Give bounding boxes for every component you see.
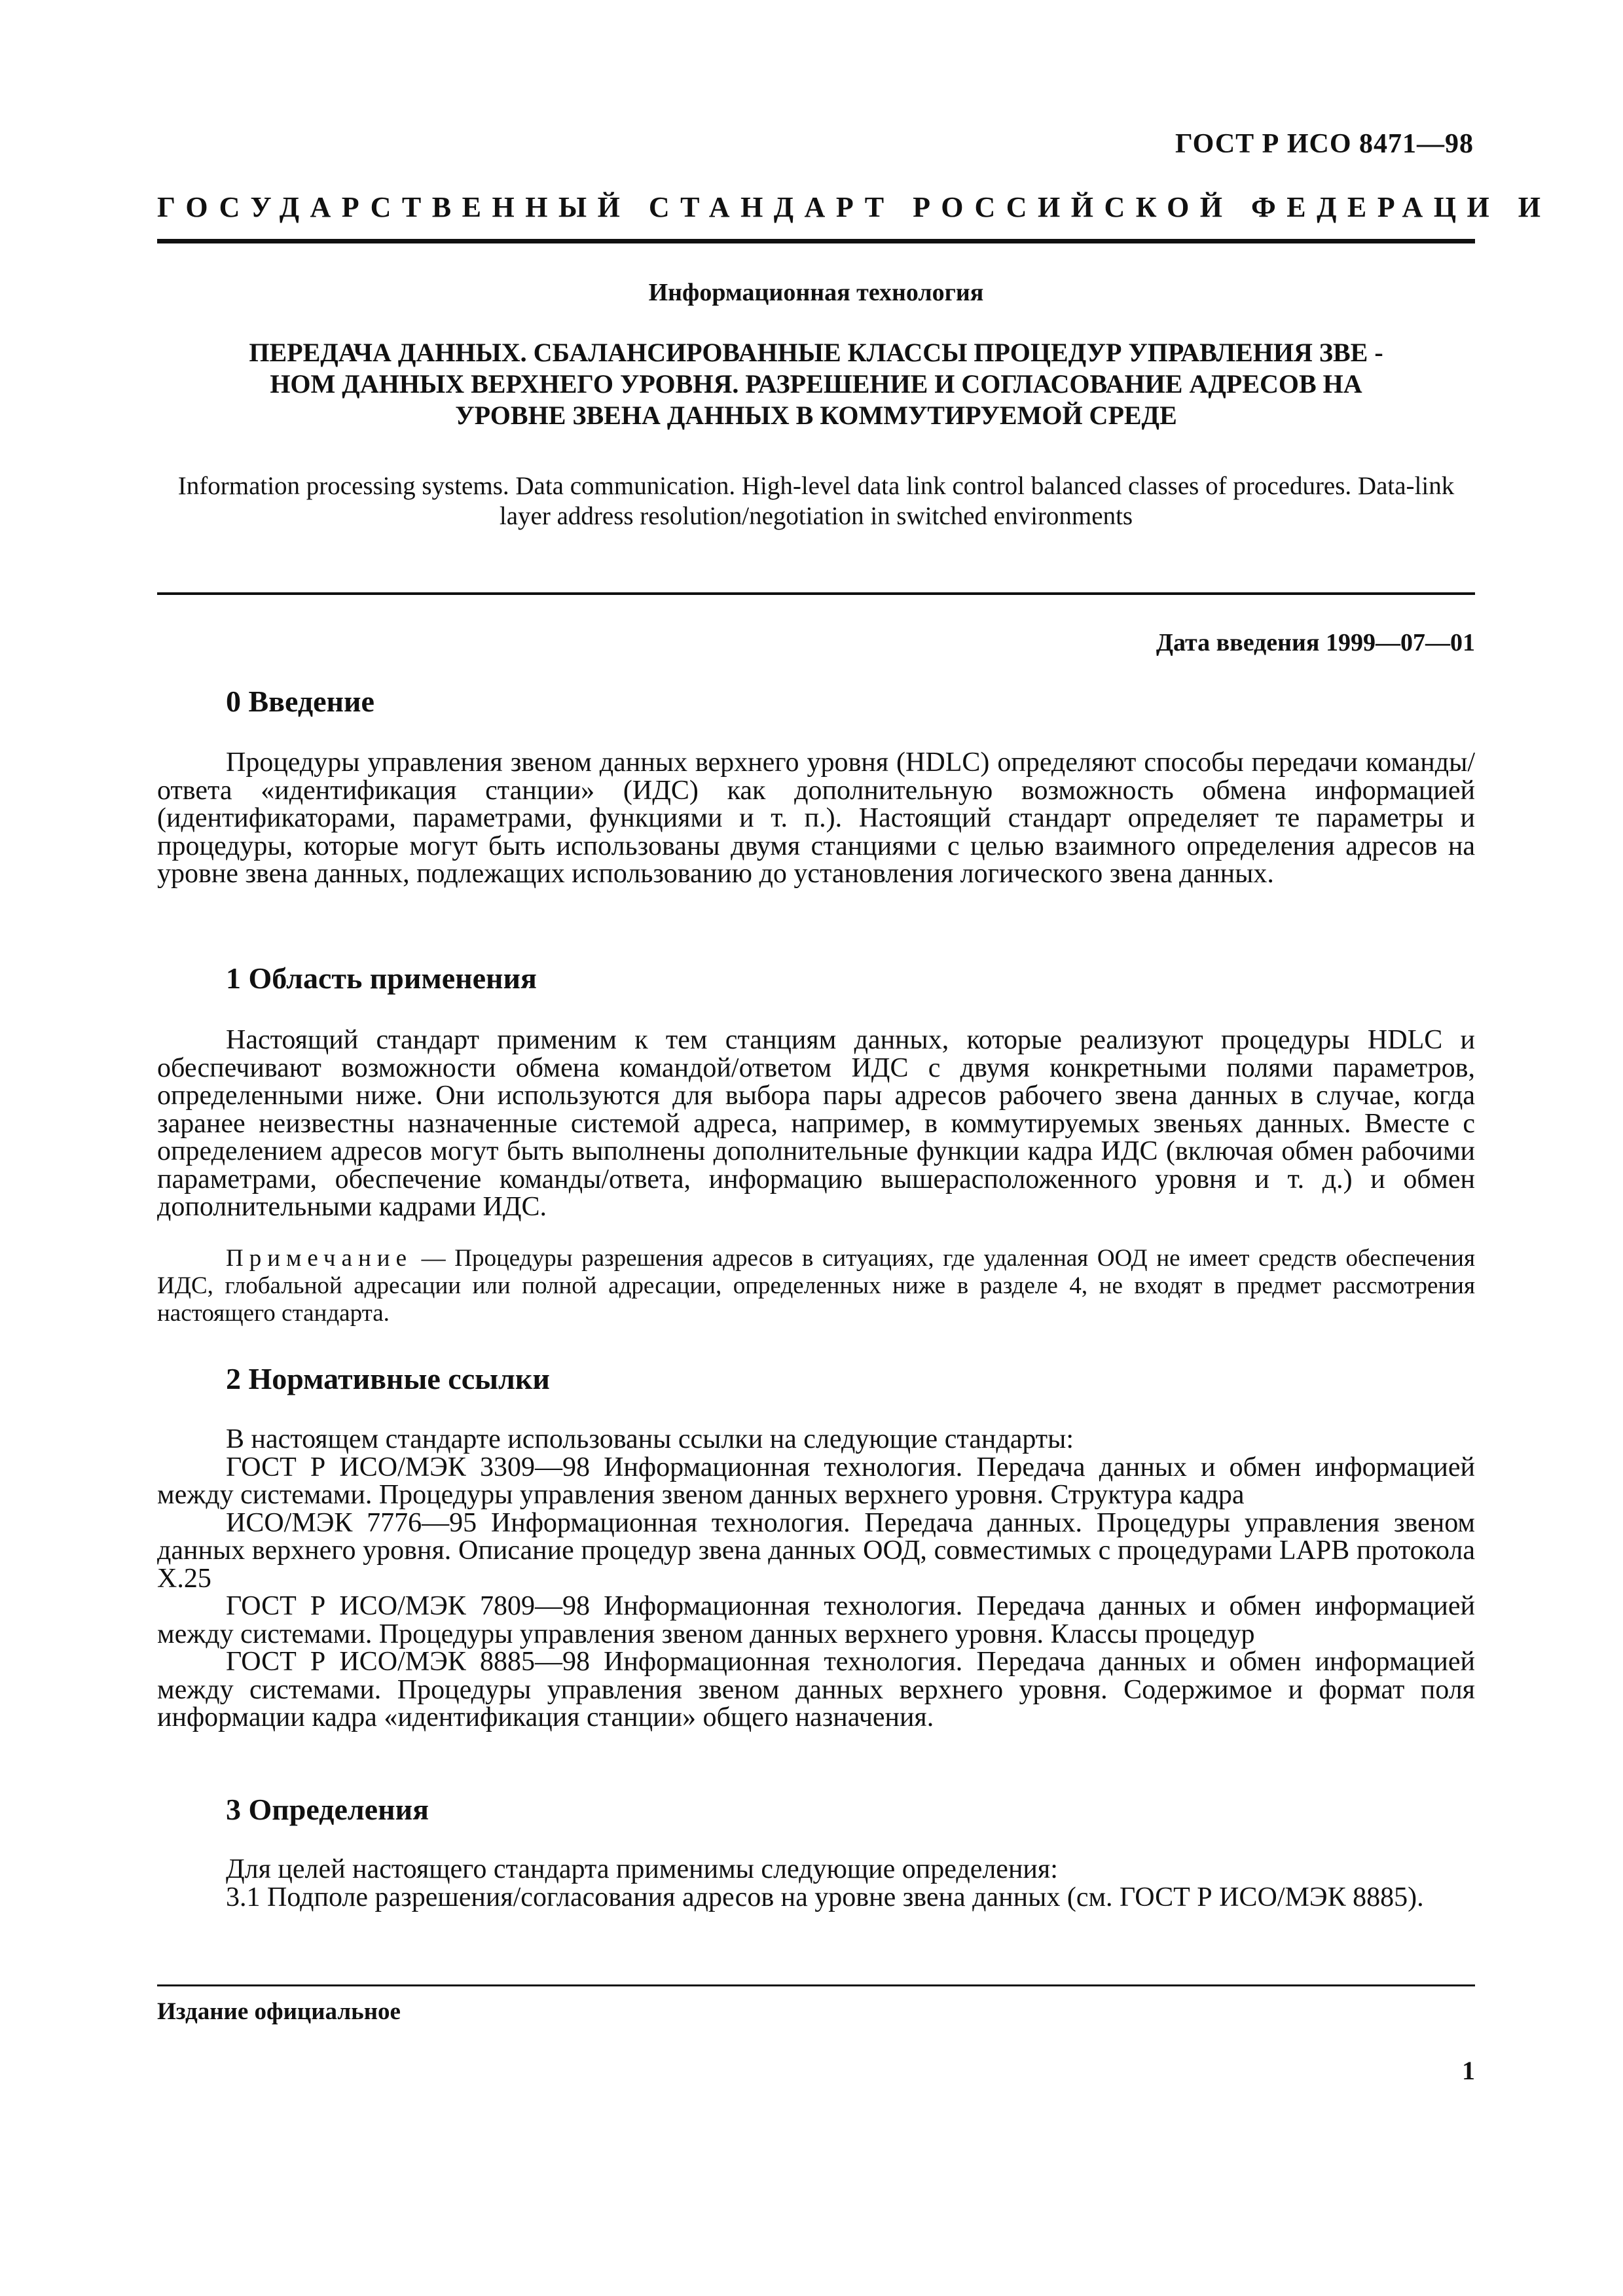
definition-item: 3.1 Подполе разрешения/согласования адресов на уровне звена данных (см. ГОСТ Р ИСО/МЭК 8885).: [226, 1882, 1424, 1912]
document-title: ПЕРЕДАЧА ДАННЫХ. СБАЛАНСИРОВАННЫЕ КЛАССЫ ПРОЦЕДУР УПРАВЛЕНИЯ ЗВЕ - НОМ ДАННЫХ ВЕРХНЕГО УРОВНЯ. РАЗРЕШЕНИЕ И СОГЛАСОВАНИЕ АДРЕСОВ НА УРОВНЕ ЗВЕНА ДАННЫХ В КОММУТИРУЕМОЙ СРЕДЕ: [249, 338, 1383, 430]
scope-note: [157, 1245, 1475, 1327]
scope-paragraph: Настоящий стандарт применим к тем станциям данных, которые реализуют процедуры HDLC и обеспечивают возможности обмена командой/ответом ИДС с двумя конкретными полями параметров, определенными ниже. Они используются для выбора пары адресов рабочего звена данных в случае, когда заранее неизвестны назначенные системой адреса, например, в коммутируемых звеньях данных. Вместе с определением адресов могут быть выполнены дополнительные функции кадра ИДС (включая обмен рабочими параметрами, обеспечение команды/ответа, информацию вышерасположенного уровня и т. д.) и обмен дополнительными кадрами ИДС.: [157, 1025, 1475, 1222]
defs-lead: Для целей настоящего стандарта применимы следующие определения:: [226, 1854, 1058, 1884]
reference-item: ГОСТ Р ИСО/МЭК 3309—98 Информационная технология. Передача данных и обмен информацией между системами. Процедуры управления звеном данных верхнего уровня. Структура кадра: [157, 1452, 1475, 1510]
section-heading-refs: 2 Нормативные ссылки: [226, 1362, 550, 1395]
title-rule: [157, 592, 1475, 595]
footer-rule: [157, 1984, 1475, 1986]
subtitle: Информационная технология: [648, 279, 984, 306]
references-block: [157, 1426, 1475, 1732]
state-standard-banner: ГОСУДАРСТВЕННЫЙ СТАНДАРТ РОССИЙСКОЙ ФЕДЕРАЦИ И: [157, 191, 1552, 223]
header-rule: [157, 239, 1475, 243]
page-number: 1: [1462, 2056, 1475, 2085]
note-label: Примечание: [226, 1245, 412, 1272]
document-code: ГОСТ Р ИСО 8471—98: [1175, 129, 1474, 159]
reference-item: ГОСТ Р ИСО/МЭК 8885—98 Информационная технология. Передача данных и обмен информацией между системами. Процедуры управления звеном данных верхнего уровня. Содержимое и формат поля информации кадра «идентификация станции» общего назначения.: [157, 1647, 1475, 1732]
definitions-block: [157, 1856, 1475, 1911]
effective-date: Дата введения 1999—07—01: [1156, 629, 1475, 656]
intro-paragraph: Процедуры управления звеном данных верхнего уровня (HDLC) определяют способы передачи команды/ответа «идентификация станции» (ИДС) как дополнительную возможность обмена информацией (идентификаторами, параметрами, функциями и т. п.). Настоящий стандарт определяет те параметры и процедуры, которые могут быть использованы двумя станциями с целью взаимного определения адресов на уровне звена данных, подлежащих использованию до установления логического звена данных.: [157, 747, 1475, 889]
english-title: Information processing systems. Data communication. High-level data link control balanced classes of procedures. Data-link layer address resolution/negotiation in switched environments: [177, 472, 1455, 530]
section-heading-intro: 0 Введение: [226, 685, 374, 718]
reference-item: ГОСТ Р ИСО/МЭК 7809—98 Информационная технология. Передача данных и обмен информацией между системами. Процедуры управления звеном данных верхнего уровня. Классы процедур: [157, 1591, 1475, 1649]
note-text: — Процедуры разрешения адресов в ситуациях, где удаленная ООД не имеет средств обеспечения ИДС, глобальной адресации или полной адресации, определенных ниже в разделе 4, не входят в предмет рассмотрения настоящего стандарта.: [157, 1245, 1475, 1327]
refs-lead: В настоящем стандарте использованы ссылки на следующие стандарты:: [226, 1424, 1074, 1454]
section-heading-scope: 1 Область применения: [226, 961, 537, 995]
official-edition-label: Издание официальное: [157, 1998, 401, 2025]
reference-item: ИСО/МЭК 7776—95 Информационная технология. Передача данных. Процедуры управления звеном данных верхнего уровня. Описание процедур звена данных ООД, совместимых с процедурами LAPB протокола Х.25: [157, 1507, 1475, 1594]
section-heading-defs: 3 Определения: [226, 1793, 429, 1826]
